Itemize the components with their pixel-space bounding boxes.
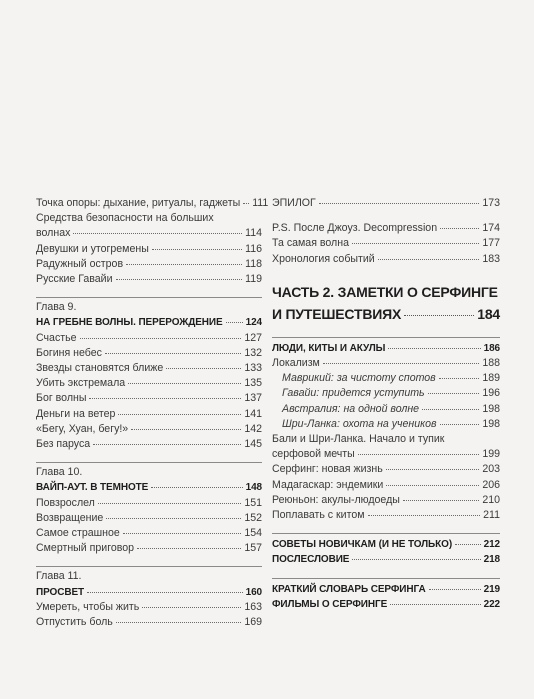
toc-entry-page: 188 xyxy=(482,357,500,370)
toc-leader-dots xyxy=(378,259,480,260)
toc-entry[interactable] xyxy=(36,331,262,346)
toc-entry[interactable] xyxy=(272,371,500,386)
part-2-page: 184 xyxy=(477,305,500,322)
chapter-label: Глава 11. xyxy=(36,570,82,583)
toc-entry-title: Реюньон: акулы-людоеды xyxy=(272,493,400,506)
toc-entry-title: Богиня небес xyxy=(36,346,102,359)
toc-leader-dots xyxy=(428,393,480,394)
toc-entry[interactable] xyxy=(36,391,262,406)
toc-entry-page: 111 xyxy=(252,197,269,209)
toc-leader-dots xyxy=(93,444,241,445)
part-2-heading-line2: И ПУТЕШЕСТВИЯХ xyxy=(272,305,402,322)
toc-entry-title: Звезды становятся ближе xyxy=(36,362,164,375)
toc-entry-page: 163 xyxy=(244,600,262,613)
section-divider xyxy=(272,578,500,579)
toc-leader-dots xyxy=(440,228,479,229)
toc-entry-page: 118 xyxy=(245,257,262,270)
toc-entry-title: Локализм xyxy=(272,357,320,370)
chapter-block xyxy=(36,297,262,452)
toc-entry-title: Шри-Ланка: охота на учеников xyxy=(282,417,437,430)
toc-leader-dots xyxy=(388,348,480,349)
toc-section-heading[interactable] xyxy=(272,341,500,356)
toc-leader-dots xyxy=(386,469,480,470)
toc-entry-page: 148 xyxy=(245,482,262,494)
toc-section-heading[interactable] xyxy=(272,552,500,567)
toc-entry-page: 211 xyxy=(483,509,500,522)
toc-entry-title-line1: Средства безопасности на больших xyxy=(36,212,214,225)
toc-leader-dots xyxy=(142,607,241,608)
toc-leader-dots xyxy=(152,249,242,250)
toc-leader-dots xyxy=(358,454,480,455)
toc-entry[interactable] xyxy=(36,541,262,556)
toc-entry-page: 157 xyxy=(244,542,262,555)
chapter-block xyxy=(36,462,262,556)
toc-entry-page: 160 xyxy=(245,586,262,598)
toc-entry-page: 218 xyxy=(483,554,500,566)
toc-entry[interactable] xyxy=(36,376,262,391)
toc-leader-dots xyxy=(319,203,480,204)
section-divider xyxy=(272,337,500,338)
toc-entry-title: Возвращение xyxy=(36,511,104,524)
toc-leader-dots xyxy=(151,487,242,488)
toc-entry[interactable] xyxy=(36,511,262,526)
toc-entry[interactable] xyxy=(36,407,262,422)
toc-entry-page: 119 xyxy=(245,273,262,286)
toc-entry-page: 132 xyxy=(244,346,262,359)
toc-leader-dots xyxy=(126,264,242,265)
toc-leader-dots xyxy=(87,592,243,593)
toc-leader-dots xyxy=(429,589,481,590)
toc-entry[interactable] xyxy=(272,508,500,523)
toc-left-top-entries xyxy=(36,196,269,287)
toc-entry-page: 203 xyxy=(482,463,500,476)
toc-entry[interactable] xyxy=(36,272,262,287)
toc-section-heading[interactable] xyxy=(272,582,500,597)
toc-entry-page: 199 xyxy=(482,448,500,461)
section-divider xyxy=(272,533,500,534)
toc-entry-title: ФИЛЬМЫ О СЕРФИНГЕ xyxy=(272,598,388,610)
toc-entry-page: 142 xyxy=(244,422,262,435)
toc-leader-dots xyxy=(106,518,241,519)
toc-entry-title: Гавайи: придется уступить xyxy=(282,387,425,400)
toc-entry[interactable] xyxy=(36,600,262,615)
toc-leader-dots xyxy=(123,533,242,534)
toc-entry-title: ЛЮДИ, КИТЫ И АКУЛЫ xyxy=(272,342,386,354)
toc-section-heading[interactable] xyxy=(272,597,500,612)
toc-section-items xyxy=(272,356,500,523)
toc-entry-page: 177 xyxy=(482,237,500,250)
toc-entry-title: серфовой мечты xyxy=(272,448,355,461)
toc-entry-page: 133 xyxy=(244,362,262,375)
toc-leader-dots xyxy=(243,203,249,204)
toc-section-heading[interactable] xyxy=(272,537,500,552)
toc-entry-title: Самое страшное xyxy=(36,527,120,540)
toc-entry-title: Та самая волна xyxy=(272,237,349,250)
toc-leader-dots xyxy=(105,353,241,354)
toc-entry-title: ПОСЛЕСЛОВИЕ xyxy=(272,554,350,566)
toc-entry[interactable] xyxy=(36,196,269,211)
toc-entry-title: Без паруса xyxy=(36,438,91,451)
toc-entry[interactable] xyxy=(36,437,262,452)
toc-entry-title: ВАЙП-АУТ. В ТЕМНОТЕ xyxy=(36,482,149,494)
toc-entry[interactable] xyxy=(36,257,262,272)
toc-leader-dots xyxy=(422,409,479,410)
toc-leader-dots xyxy=(131,429,241,430)
toc-entry[interactable] xyxy=(36,526,262,541)
toc-entry-page: 114 xyxy=(245,227,262,240)
toc-entry-page: 186 xyxy=(483,342,500,354)
toc-entry-title: волнах xyxy=(36,227,71,240)
toc-entry[interactable] xyxy=(36,211,262,241)
toc-leader-dots xyxy=(368,515,481,516)
toc-entry[interactable] xyxy=(272,478,500,493)
toc-entry-page: 135 xyxy=(244,377,262,390)
toc-entry-title: Маврикий: за чистоту спотов xyxy=(282,372,436,385)
toc-after-epilogue xyxy=(272,221,500,267)
toc-entry[interactable] xyxy=(36,422,262,437)
toc-entry-title: Точка опоры: дыхание, ритуалы, гаджеты xyxy=(36,197,241,209)
toc-leader-dots xyxy=(128,383,241,384)
toc-entry-title-line1: Бали и Шри-Ланка. Начало и тупик xyxy=(272,433,445,446)
toc-entry-title: Умереть, чтобы жить xyxy=(36,600,140,613)
toc-entry[interactable] xyxy=(272,432,500,462)
toc-entry-page: 124 xyxy=(245,317,262,329)
toc-entry-title: Деньги на ветер xyxy=(36,407,116,420)
toc-entry-page: 174 xyxy=(482,222,500,235)
toc-entry[interactable] xyxy=(272,221,500,236)
toc-entry-title: Повзрослел xyxy=(36,496,95,509)
toc-entry-page: 222 xyxy=(483,598,500,610)
toc-entry-title: Хронология событий xyxy=(272,252,375,265)
toc-entry-title: Русские Гавайи xyxy=(36,273,113,286)
toc-entry-page: 137 xyxy=(244,392,262,405)
toc-entry-page: 145 xyxy=(244,438,262,451)
toc-leader-dots xyxy=(98,503,241,504)
chapter-heading[interactable] xyxy=(36,480,262,495)
toc-entry-page: 198 xyxy=(482,402,500,415)
toc-entry-page: 210 xyxy=(482,493,500,506)
toc-entry-page: 189 xyxy=(482,372,500,385)
toc-entry[interactable] xyxy=(36,496,262,511)
toc-entry-title: Смертный приговор xyxy=(36,542,135,555)
toc-entry-page: 183 xyxy=(482,252,500,265)
toc-leader-dots xyxy=(89,398,241,399)
toc-entry[interactable] xyxy=(272,252,500,267)
toc-leader-dots xyxy=(439,378,480,379)
part-2-heading-line1: ЧАСТЬ 2. ЗАМЕТКИ О СЕРФИНГЕ xyxy=(272,283,498,300)
toc-entry-title: Поплавать с китом xyxy=(272,509,365,522)
toc-leader-dots xyxy=(116,279,243,280)
toc-entry-page: 152 xyxy=(244,511,262,524)
toc-entry-title: Отпустить боль xyxy=(36,616,113,629)
toc-left-chapters xyxy=(36,297,262,630)
toc-closing-group-a xyxy=(272,537,500,567)
toc-entry-title: Девушки и утогремены xyxy=(36,242,149,255)
toc-leader-dots xyxy=(386,485,479,486)
toc-entry-page: 196 xyxy=(482,387,500,400)
toc-leader-dots xyxy=(166,368,241,369)
toc-leader-dots xyxy=(404,315,474,316)
toc-entry-title: ЭПИЛОГ xyxy=(272,197,316,209)
toc-leader-dots xyxy=(80,338,242,339)
part-2-heading[interactable] xyxy=(272,281,500,325)
toc-entry-page: 116 xyxy=(245,242,262,255)
toc-entry-title: «Бегу, Хуан, бегу!» xyxy=(36,422,129,435)
chapter-label: Глава 10. xyxy=(36,466,83,479)
toc-entry-page: 169 xyxy=(244,616,262,629)
toc-entry-title: P.S. После Джоуз. Decompression xyxy=(272,222,438,235)
toc-entry-page: 141 xyxy=(244,407,262,420)
toc-leader-dots xyxy=(440,424,480,425)
toc-entry[interactable] xyxy=(272,493,500,508)
toc-left-column xyxy=(36,196,269,630)
toc-entry[interactable] xyxy=(272,236,500,251)
toc-entry-title: Австралия: на одной волне xyxy=(282,402,420,415)
chapter-label: Глава 9. xyxy=(36,301,77,314)
toc-leader-dots xyxy=(390,604,480,605)
toc-entry-page: 154 xyxy=(244,527,262,540)
toc-leader-dots xyxy=(116,622,241,623)
toc-entry-page: 212 xyxy=(483,539,500,551)
toc-leader-dots xyxy=(323,363,479,364)
toc-right-column xyxy=(272,196,500,612)
toc-entry[interactable] xyxy=(36,346,262,361)
toc-entry-title: НА ГРЕБНЕ ВОЛНЫ. ПЕРЕРОЖДЕНИЕ xyxy=(36,317,223,329)
toc-entry-page: 127 xyxy=(244,331,262,344)
toc-entry[interactable] xyxy=(272,462,500,477)
toc-entry-title: Бог волны xyxy=(36,392,87,405)
toc-entry-page: 151 xyxy=(244,496,262,509)
chapter-block xyxy=(36,566,262,630)
toc-closing-group-b xyxy=(272,582,500,612)
chapter-heading[interactable] xyxy=(36,315,262,330)
toc-entry-title: Убить экстремала xyxy=(36,377,126,390)
toc-entry-page: 219 xyxy=(483,583,500,595)
toc-leader-dots xyxy=(118,414,241,415)
toc-entry[interactable] xyxy=(36,361,262,376)
toc-entry-title: КРАТКИЙ СЛОВАРЬ СЕРФИНГА xyxy=(272,583,426,595)
toc-entry-epilogue[interactable] xyxy=(272,196,500,211)
toc-entry-page: 198 xyxy=(482,417,500,430)
toc-entry-title: Серфинг: новая жизнь xyxy=(272,463,383,476)
toc-leader-dots xyxy=(352,559,480,560)
toc-entry[interactable] xyxy=(272,356,500,371)
toc-leader-dots xyxy=(352,243,479,244)
toc-entry[interactable] xyxy=(272,386,500,401)
toc-entry-title: Радужный остров xyxy=(36,257,124,270)
toc-leader-dots xyxy=(226,322,243,323)
toc-entry[interactable] xyxy=(36,242,262,257)
toc-entry[interactable] xyxy=(272,402,500,417)
toc-entry-title: Счастье xyxy=(36,331,77,344)
toc-entry-title: Мадагаскар: эндемики xyxy=(272,478,384,491)
chapter-heading[interactable] xyxy=(36,585,262,600)
toc-entry-page: 206 xyxy=(482,478,500,491)
toc-entry-title: ПРОСВЕТ xyxy=(36,586,85,598)
toc-entry[interactable] xyxy=(272,417,500,432)
toc-entry[interactable] xyxy=(36,615,262,630)
toc-leader-dots xyxy=(403,500,479,501)
toc-leader-dots xyxy=(455,544,481,545)
toc-entry-title: СОВЕТЫ НОВИЧКАМ (И НЕ ТОЛЬКО) xyxy=(272,539,453,551)
toc-entry-page: 173 xyxy=(482,197,500,209)
toc-leader-dots xyxy=(137,548,241,549)
toc-leader-dots xyxy=(73,233,242,234)
